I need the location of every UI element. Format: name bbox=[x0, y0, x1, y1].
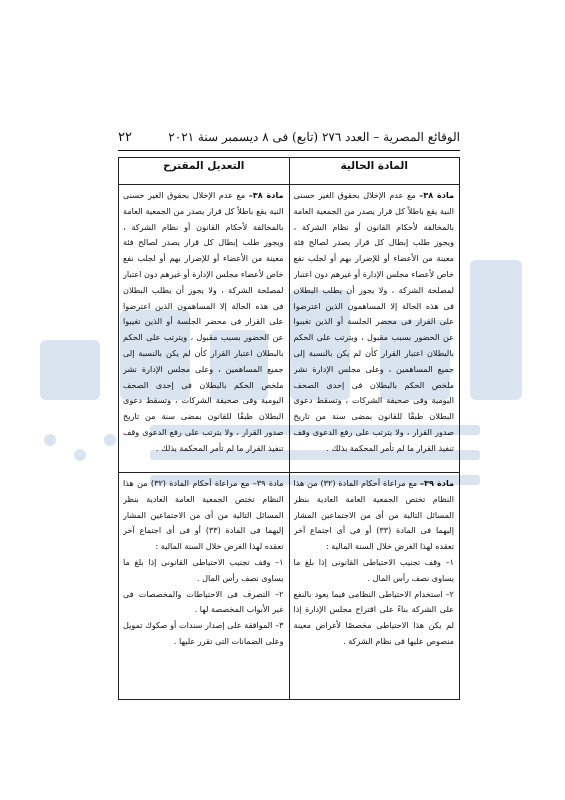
article-number: مادة ٣٨– bbox=[248, 190, 284, 200]
page-header bbox=[118, 128, 460, 146]
comparison-table bbox=[118, 157, 460, 700]
current-article-38 bbox=[289, 185, 460, 473]
proposed-article-39 bbox=[119, 473, 290, 700]
article-text: مع مراعاة أحكام المادة (٣٢) من هذا النظام تختص الجمعية العامة العادية بنظر المسائل التالية من أى من الاجتماعين المشار إليهما فى المادة (٣٣) أو فى أى اجتماع آخر تعقده لهذا الغرض خلال السنة المالية : bbox=[293, 478, 454, 552]
article-text: مع عدم الإخلال بحقوق الغير حسنى النية يقع باطلاً كل قرار يصدر من الجمعية العامة بالمخالفة لأحكام القانون أو نظام الشركة ، ويجوز طلب إبطال كل قرار يصدر لصالح فئة معينة من الأعضاء أو للإضرار بهم أو لجلب نفع خاص لأعضاء مجلس الإدارة أو غيرهم دون اعتبار لمصلحة الشركة ، ولا يجوز أن يطلب البطلان فى هذه الحالة إلا المساهمون الذين اعترضوا على القرار فى محضر الجلسة أو الذين تغيبوا عن الحضور بسبب مقبول ، ويترتب على الحكم بالبطلان اعتبار القرار كأن لم يكن بالنسبة إلى جميع المساهمين ، وعلى مجلس الإدارة نشر ملخص الحكم بالبطلان فى إحدى الصحف اليومية وفى صحيفة الشركات ، وتسقط دعوى البطلان طبقًا للقانون بمضى سنة من تاريخ صدور القرار ، ولا يترتب على رفع الدعوى وقف تنفيذ القرار ما لم تأمر المحكمة بذلك . bbox=[123, 190, 284, 453]
current-article-39 bbox=[289, 473, 460, 700]
header-current-article: المادة الحالية bbox=[289, 158, 460, 185]
page-title: الوقائع المصرية – العدد ٢٧٦ (تابع) فى ٨ ديسمبر سنة ٢٠٢١ bbox=[168, 130, 460, 144]
table-header-row bbox=[119, 158, 460, 185]
table-row bbox=[119, 185, 460, 473]
article-text: مع عدم الإخلال بحقوق الغير حسنى النية يقع باطلاً كل قرار يصدر من الجمعية العامة بالمخالفة لأحكام القانون أو نظام الشركة ، ويجوز طلب إبطال كل قرار يصدر لصالح فئة معينة من الأعضاء أو للإضرار بهم أو لجلب نفع خاص لأعضاء مجلس الإدارة أو غيرهم دون اعتبار لمصلحة الشركة ، ولا يجوز أن يطلب البطلان فى هذه الحالة إلا المساهمون الذين اعترضوا على القرار فى محضر الجلسة أو الذين تغيبوا عن الحضور بسبب مقبول ، ويترتب على الحكم بالبطلان اعتبار القرار كأن لم يكن بالنسبة إلى جميع المساهمين ، وعلى مجلس الإدارة نشر ملخص الحكم بالبطلان فى إحدى الصحف اليومية وفى صحيفة الشركات ، وتسقط دعوى البطلان طبقًا للقانون بمضى سنة من تاريخ صدور القرار ، ولا يترتب على رفع الدعوى وقف تنفيذ القرار ما لم تأمر المحكمة بذلك . bbox=[293, 190, 454, 453]
proposed-article-38 bbox=[119, 185, 290, 473]
article-text: مادة ٣٩– مع مراعاة أحكام المادة (٣٢) من هذا النظام تختص الجمعية العامة العادية بنظر المسائل التالية من أى من الاجتماعين المشار إليهما فى المادة (٣٣) أو فى أى اجتماع آخر تعقده لهذا الغرض خلال السنة المالية : bbox=[123, 478, 284, 552]
header-proposed-amendment: التعديل المقترح bbox=[119, 158, 290, 185]
list-item: ١– وقف تجنيب الاحتياطى القانونى إذا بلغ ما يساوى نصف رأس المال . bbox=[293, 556, 454, 583]
page-number: ٢٢ bbox=[118, 129, 132, 145]
list-item: ٣– الموافقة على إصدار سندات أو صكوك تمويل وعلى الضمانات التى تقرر عليها . bbox=[123, 620, 284, 646]
table-row bbox=[119, 473, 460, 700]
article-number: مادة ٣٨– bbox=[419, 190, 454, 200]
header-rule bbox=[118, 150, 460, 151]
list-item: ٢– استخدام الاحتياطى النظامى فيما يعود بالنفع على الشركة بناءً على اقتراح مجلس الإدارة إذا لم يكن هذا الاحتياطى مخصصًا لأغراض معينة منصوص عليها فى نظام الشركة . bbox=[293, 588, 454, 646]
list-item: ٢– التصرف فى الاحتياطات والمخصصات فى غير الأبواب المخصصة لها . bbox=[123, 588, 284, 615]
article-number: مادة ٣٩– bbox=[419, 478, 454, 488]
list-item: ١– وقف تجنيب الاحتياطى القانونى إذا بلغ ما يساوى نصف رأس المال . bbox=[123, 556, 284, 583]
